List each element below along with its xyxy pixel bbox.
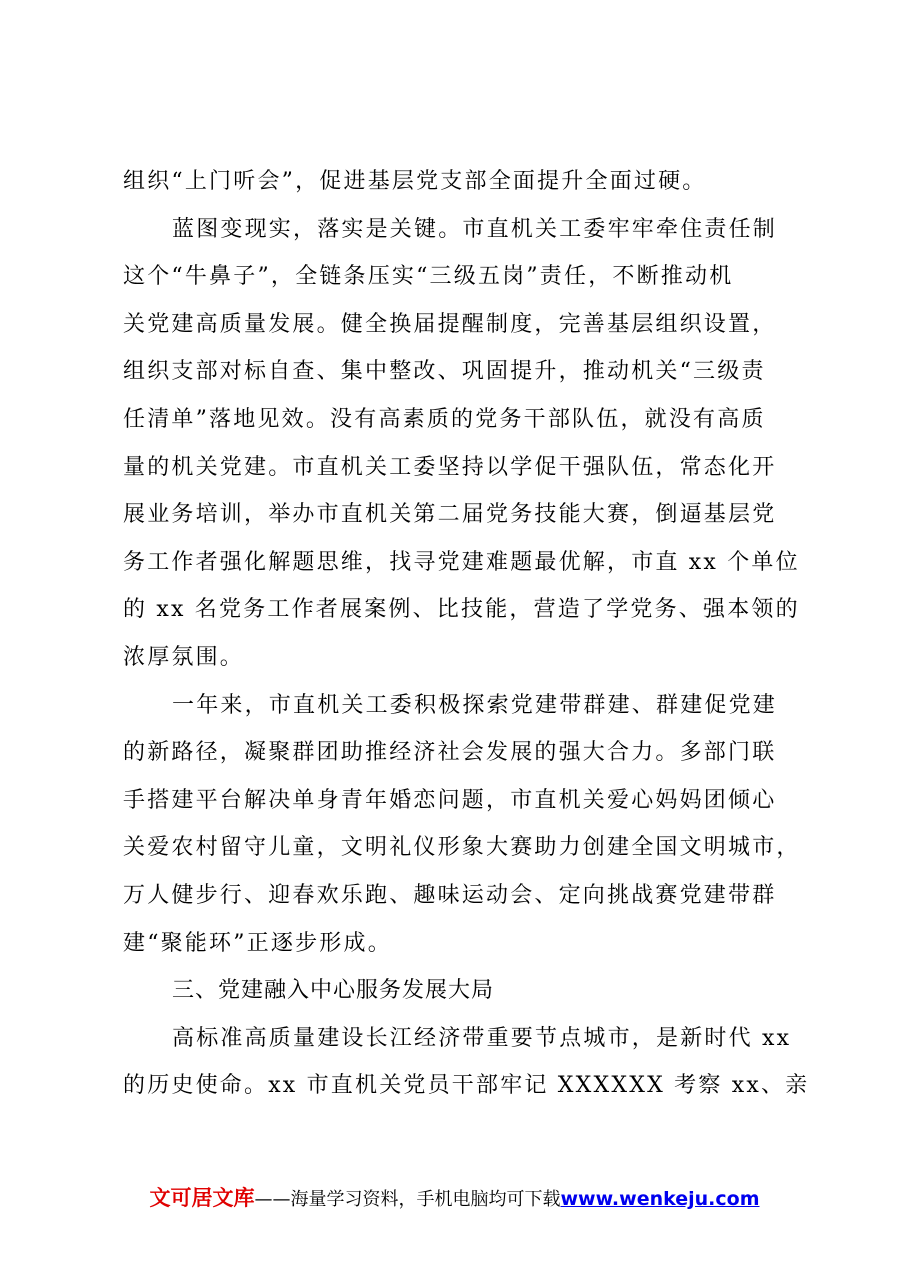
footer-slogan: ——海量学习资料，手机电脑均可下载 [254, 1189, 561, 1210]
footer-website-link[interactable]: www.wenkeju.com [560, 1188, 760, 1210]
paragraph-start-line: 一年来，市直机关工委积极探索党建带群建、群建促党建 [172, 692, 778, 718]
text-line: 的新路径，凝聚群团助推经济社会发展的强大合力。多部门联 [123, 740, 777, 766]
text-line: 任清单”落地见效。没有高素质的党务干部队伍，就没有高质 [123, 406, 766, 432]
text-line: 展业务培训，举办市直机关第二届党务技能大赛，倒逼基层党 [123, 502, 777, 528]
text-line: 浓厚氛围。 [123, 644, 245, 670]
text-line: 组织“上门听会”，促进基层党支部全面提升全面过硬。 [123, 169, 707, 194]
text-line: 的 xx 名党务工作者展案例、比技能，营造了学党务、强本领的 [123, 597, 800, 623]
text-line: 量的机关党建。市直机关工委坚持以学促干强队伍，常态化开 [123, 454, 777, 480]
footer-brand: 文可居文库 [149, 1186, 255, 1210]
paragraph-start-line: 高标准高质量建设长江经济带重要节点城市，是新时代 xx [172, 1025, 792, 1051]
text-line: 建“聚能环”正逐步形成。 [123, 930, 392, 956]
text-line: 这个“牛鼻子”，全链条压实“三级五岗”责任，不断推动机 [123, 264, 734, 290]
text-line: 关党建高质量发展。健全换届提醒制度，完善基层组织设置， [123, 311, 777, 337]
footer-banner [0, 1182, 909, 1212]
text-line: 组织支部对标自查、集中整改、巩固提升，推动机关“三级责 [123, 359, 766, 385]
section-heading: 三、党建融入中心服务发展大局 [172, 978, 495, 1004]
paragraph-start-line: 蓝图变现实，落实是关键。市直机关工委牢牢牵住责任制 [172, 216, 778, 242]
text-line: 关爱农村留守儿童，文明礼仪形象大赛助力创建全国文明城市， [123, 835, 801, 861]
text-line: 的历史使命。xx 市直机关党员干部牢记 XXXXXX 考察 xx、亲 [123, 1073, 810, 1099]
text-line: 万人健步行、迎春欢乐跑、趣味运动会、定向挑战赛党建带群 [123, 882, 777, 908]
document-body [123, 158, 810, 1110]
text-line: 务工作者强化解题思维，找寻党建难题最优解，市直 xx 个单位 [123, 549, 800, 575]
text-line: 手搭建平台解决单身青年婚恋问题，市直机关爱心妈妈团倾心 [123, 787, 777, 813]
